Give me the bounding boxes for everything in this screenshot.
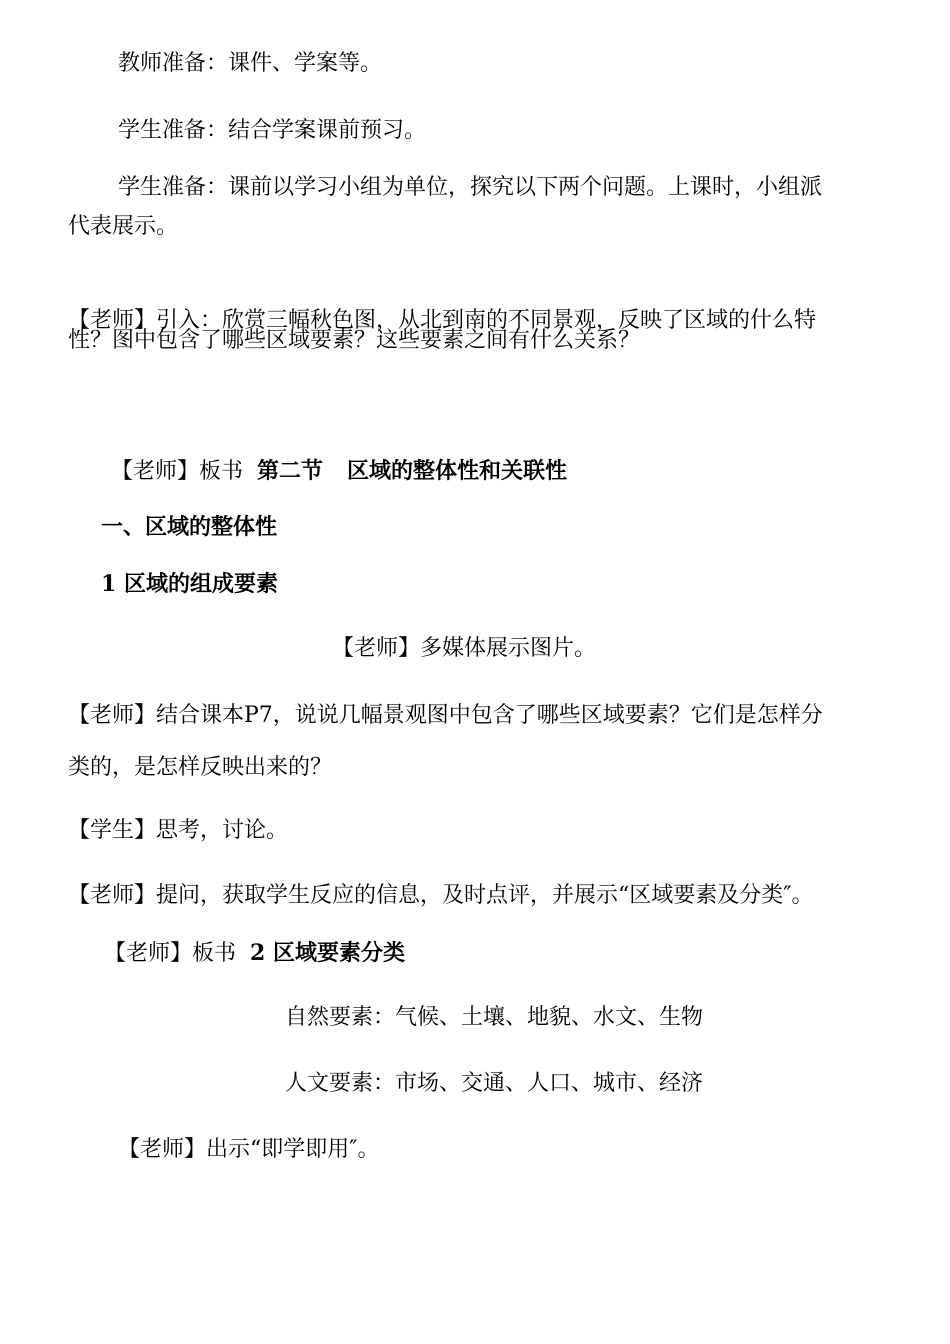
media-display: 【老师】多媒体展示图片。 <box>332 636 597 661</box>
board-label: 【老师】板书 <box>111 459 244 484</box>
section-title: 区域的整体性和关联性 <box>347 458 568 484</box>
student-prep-1: 学生准备：结合学案课前预习。 <box>118 118 427 143</box>
question-line-2: 类的，是怎样反映出来的？ <box>68 755 333 780</box>
heading-integrity: 一、区域的整体性 <box>101 514 278 540</box>
question-line-1: 【老师】结合课本P7，说说几幅景观图中包含了哪些区域要素？它们是怎样分 <box>68 703 823 728</box>
classification-title: 2 区域要素分类 <box>250 940 405 966</box>
teacher-prep: 教师准备：课件、学案等。 <box>118 51 383 76</box>
teacher-feedback: 【老师】提问，获取学生反应的信息，及时点评，并展示“区域要素及分类″。 <box>68 883 814 908</box>
human-elements: 人文要素：市场、交通、人口、城市、经济 <box>285 1071 704 1096</box>
student-response: 【学生】思考，讨论。 <box>68 818 289 843</box>
student-prep-2-cont: 代表展示。 <box>68 214 179 239</box>
intro-line-2: 性？图中包含了哪些区域要素？这些要素之间有什么关系？ <box>68 328 641 353</box>
student-prep-2: 学生准备：课前以学习小组为单位，探究以下两个问题。上课时，小组派 <box>118 175 823 200</box>
section-number: 第二节 <box>257 458 324 484</box>
board-heading-1 <box>111 457 567 486</box>
board-label: 【老师】板书 <box>104 941 237 966</box>
exercise-prompt: 【老师】出示“即学即用″。 <box>118 1137 380 1162</box>
board-heading-2 <box>104 939 405 968</box>
intro-line-1: 【老师】引入：欣赏三幅秋色图，从北到南的不同景观，反映了区域的什么特 <box>68 308 817 333</box>
natural-elements: 自然要素：气候、土壤、地貌、水文、生物 <box>285 1005 704 1030</box>
heading-components: 1 区域的组成要素 <box>101 571 278 597</box>
